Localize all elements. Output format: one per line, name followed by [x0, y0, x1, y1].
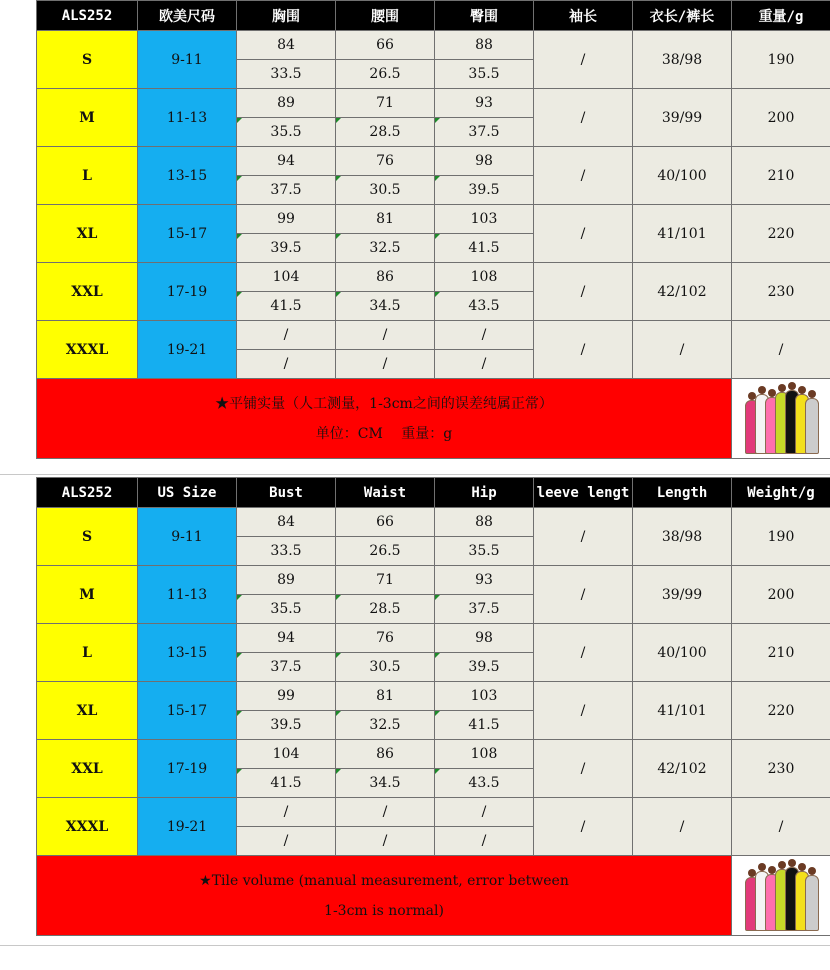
hip-cm: 108: [435, 263, 534, 292]
size-row: [37, 682, 830, 711]
weight: 190: [732, 508, 830, 566]
waist-inch: 28.5: [336, 118, 435, 147]
column-header: Weight/g: [732, 478, 830, 508]
column-header: 袖长: [534, 1, 633, 31]
us-size: 13-15: [138, 147, 237, 205]
column-header: Bust: [237, 478, 336, 508]
product-photo: [732, 379, 830, 459]
garment-length: 38/98: [633, 508, 732, 566]
bust-cm: 104: [237, 263, 336, 292]
bust-inch: 39.5: [237, 711, 336, 740]
hip-cm: 98: [435, 147, 534, 176]
size-row: [37, 566, 830, 595]
product-photo: [732, 856, 830, 936]
waist-inch: 26.5: [336, 60, 435, 89]
size-label: M: [37, 89, 138, 147]
hip-cm: 93: [435, 566, 534, 595]
us-size: 9-11: [138, 31, 237, 89]
size-row: [37, 89, 830, 118]
column-header: US Size: [138, 478, 237, 508]
hip-inch: 35.5: [435, 60, 534, 89]
hip-inch: /: [435, 350, 534, 379]
weight: 210: [732, 624, 830, 682]
hip-inch: 41.5: [435, 234, 534, 263]
garment-length: 41/101: [633, 205, 732, 263]
waist-inch: 34.5: [336, 769, 435, 798]
garment-length: 39/99: [633, 566, 732, 624]
hip-inch: 39.5: [435, 653, 534, 682]
model-figure: [805, 398, 819, 454]
weight: /: [732, 321, 830, 379]
garment-length: 40/100: [633, 147, 732, 205]
size-label: XXL: [37, 263, 138, 321]
waist-inch: 26.5: [336, 537, 435, 566]
column-header: 衣长/裤长: [633, 1, 732, 31]
sleeve-length: /: [534, 740, 633, 798]
column-header: ALS252: [37, 478, 138, 508]
measurement-note: [37, 379, 732, 459]
hip-inch: 43.5: [435, 769, 534, 798]
column-header: 臀围: [435, 1, 534, 31]
waist-cm: 66: [336, 508, 435, 537]
garment-length: 42/102: [633, 740, 732, 798]
sleeve-length: /: [534, 624, 633, 682]
waist-cm: 81: [336, 682, 435, 711]
hip-cm: 88: [435, 31, 534, 60]
size-row: [37, 321, 830, 350]
us-size: 15-17: [138, 205, 237, 263]
bust-cm: 89: [237, 89, 336, 118]
sleeve-length: /: [534, 89, 633, 147]
waist-inch: 30.5: [336, 653, 435, 682]
waist-cm: /: [336, 798, 435, 827]
garment-length: 38/98: [633, 31, 732, 89]
us-size: 11-13: [138, 566, 237, 624]
size-row: [37, 740, 830, 769]
model-head: [788, 382, 796, 390]
waist-cm: 81: [336, 205, 435, 234]
column-header: ALS252: [37, 1, 138, 31]
section-divider: [0, 474, 830, 475]
hip-inch: /: [435, 827, 534, 856]
bust-cm: 94: [237, 624, 336, 653]
sleeve-length: /: [534, 798, 633, 856]
waist-cm: 76: [336, 147, 435, 176]
bottom-divider: [0, 945, 830, 946]
bust-inch: 39.5: [237, 234, 336, 263]
us-size: 15-17: [138, 682, 237, 740]
bust-cm: 84: [237, 508, 336, 537]
size-chart-english: [36, 477, 830, 936]
hip-cm: /: [435, 321, 534, 350]
model-head: [788, 859, 796, 867]
bust-inch: /: [237, 350, 336, 379]
models-photo-icon: [741, 859, 821, 933]
hip-cm: 88: [435, 508, 534, 537]
size-label: L: [37, 624, 138, 682]
bust-inch: 33.5: [237, 537, 336, 566]
model-head: [798, 863, 806, 871]
column-header: Hip: [435, 478, 534, 508]
model-head: [758, 386, 766, 394]
garment-length: 40/100: [633, 624, 732, 682]
weight: 200: [732, 89, 830, 147]
bust-cm: 89: [237, 566, 336, 595]
bust-cm: 99: [237, 682, 336, 711]
weight: 190: [732, 31, 830, 89]
column-header: 胸围: [237, 1, 336, 31]
size-row: [37, 263, 830, 292]
bust-inch: 35.5: [237, 118, 336, 147]
bust-cm: 84: [237, 31, 336, 60]
hip-cm: 103: [435, 205, 534, 234]
sleeve-length: /: [534, 31, 633, 89]
bust-cm: 99: [237, 205, 336, 234]
measurement-note: [37, 856, 732, 936]
size-row: [37, 147, 830, 176]
garment-length: /: [633, 321, 732, 379]
garment-length: /: [633, 798, 732, 856]
waist-inch: 30.5: [336, 176, 435, 205]
bust-inch: 35.5: [237, 595, 336, 624]
hip-cm: 93: [435, 89, 534, 118]
hip-inch: 37.5: [435, 118, 534, 147]
note-line-1: ★Tile volume (manual measurement, error between: [199, 872, 569, 889]
waist-cm: /: [336, 321, 435, 350]
sleeve-length: /: [534, 682, 633, 740]
bust-inch: 41.5: [237, 769, 336, 798]
model-head: [808, 390, 816, 398]
size-row: [37, 31, 830, 60]
weight: /: [732, 798, 830, 856]
weight: 200: [732, 566, 830, 624]
model-head: [808, 867, 816, 875]
garment-length: 39/99: [633, 89, 732, 147]
garment-length: 41/101: [633, 682, 732, 740]
us-size: 17-19: [138, 740, 237, 798]
size-label: XL: [37, 205, 138, 263]
sleeve-length: /: [534, 263, 633, 321]
size-row: [37, 624, 830, 653]
size-chart-chinese: [36, 0, 830, 459]
model-head: [778, 861, 786, 869]
hip-cm: 103: [435, 682, 534, 711]
sleeve-length: /: [534, 566, 633, 624]
weight: 220: [732, 682, 830, 740]
size-row: [37, 798, 830, 827]
weight: 230: [732, 263, 830, 321]
us-size: 19-21: [138, 321, 237, 379]
waist-inch: 28.5: [336, 595, 435, 624]
hip-inch: 39.5: [435, 176, 534, 205]
header-row: [37, 1, 830, 31]
column-header: leeve lengt: [534, 478, 633, 508]
waist-inch: 34.5: [336, 292, 435, 321]
size-label: XXXL: [37, 798, 138, 856]
waist-inch: 32.5: [336, 711, 435, 740]
size-label: S: [37, 508, 138, 566]
column-header: Waist: [336, 478, 435, 508]
hip-inch: 41.5: [435, 711, 534, 740]
bust-inch: 37.5: [237, 653, 336, 682]
bust-inch: 33.5: [237, 60, 336, 89]
size-row: [37, 205, 830, 234]
model-head: [758, 863, 766, 871]
bust-inch: 41.5: [237, 292, 336, 321]
model-head: [798, 386, 806, 394]
bust-cm: 94: [237, 147, 336, 176]
bust-cm: /: [237, 321, 336, 350]
us-size: 9-11: [138, 508, 237, 566]
size-label: XL: [37, 682, 138, 740]
size-label: XXL: [37, 740, 138, 798]
size-label: S: [37, 31, 138, 89]
bust-cm: /: [237, 798, 336, 827]
hip-cm: 98: [435, 624, 534, 653]
header-row: [37, 478, 830, 508]
size-label: M: [37, 566, 138, 624]
column-header: 腰围: [336, 1, 435, 31]
waist-inch: /: [336, 827, 435, 856]
hip-cm: /: [435, 798, 534, 827]
sleeve-length: /: [534, 147, 633, 205]
hip-inch: 35.5: [435, 537, 534, 566]
hip-inch: 43.5: [435, 292, 534, 321]
sleeve-length: /: [534, 508, 633, 566]
column-header: 重量/g: [732, 1, 830, 31]
waist-inch: /: [336, 350, 435, 379]
waist-cm: 86: [336, 263, 435, 292]
hip-inch: 37.5: [435, 595, 534, 624]
weight: 230: [732, 740, 830, 798]
note-row: [37, 856, 830, 936]
bust-cm: 104: [237, 740, 336, 769]
weight: 210: [732, 147, 830, 205]
us-size: 17-19: [138, 263, 237, 321]
size-row: [37, 508, 830, 537]
note-line-1: ★平铺实量（人工测量，1-3cm之间的误差纯属正常）: [215, 395, 553, 412]
size-label: XXXL: [37, 321, 138, 379]
waist-cm: 66: [336, 31, 435, 60]
waist-cm: 71: [336, 89, 435, 118]
bust-inch: 37.5: [237, 176, 336, 205]
size-label: L: [37, 147, 138, 205]
waist-inch: 32.5: [336, 234, 435, 263]
us-size: 11-13: [138, 89, 237, 147]
model-head: [778, 384, 786, 392]
waist-cm: 71: [336, 566, 435, 595]
note-line-2: 单位：CM 重量：g: [315, 425, 453, 442]
weight: 220: [732, 205, 830, 263]
column-header: Length: [633, 478, 732, 508]
column-header: 欧美尺码: [138, 1, 237, 31]
hip-cm: 108: [435, 740, 534, 769]
us-size: 13-15: [138, 624, 237, 682]
note-line-2: 1-3cm is normal): [324, 902, 444, 919]
model-figure: [805, 875, 819, 931]
waist-cm: 76: [336, 624, 435, 653]
sleeve-length: /: [534, 321, 633, 379]
garment-length: 42/102: [633, 263, 732, 321]
note-row: [37, 379, 830, 459]
sleeve-length: /: [534, 205, 633, 263]
models-photo-icon: [741, 382, 821, 456]
us-size: 19-21: [138, 798, 237, 856]
bust-inch: /: [237, 827, 336, 856]
waist-cm: 86: [336, 740, 435, 769]
